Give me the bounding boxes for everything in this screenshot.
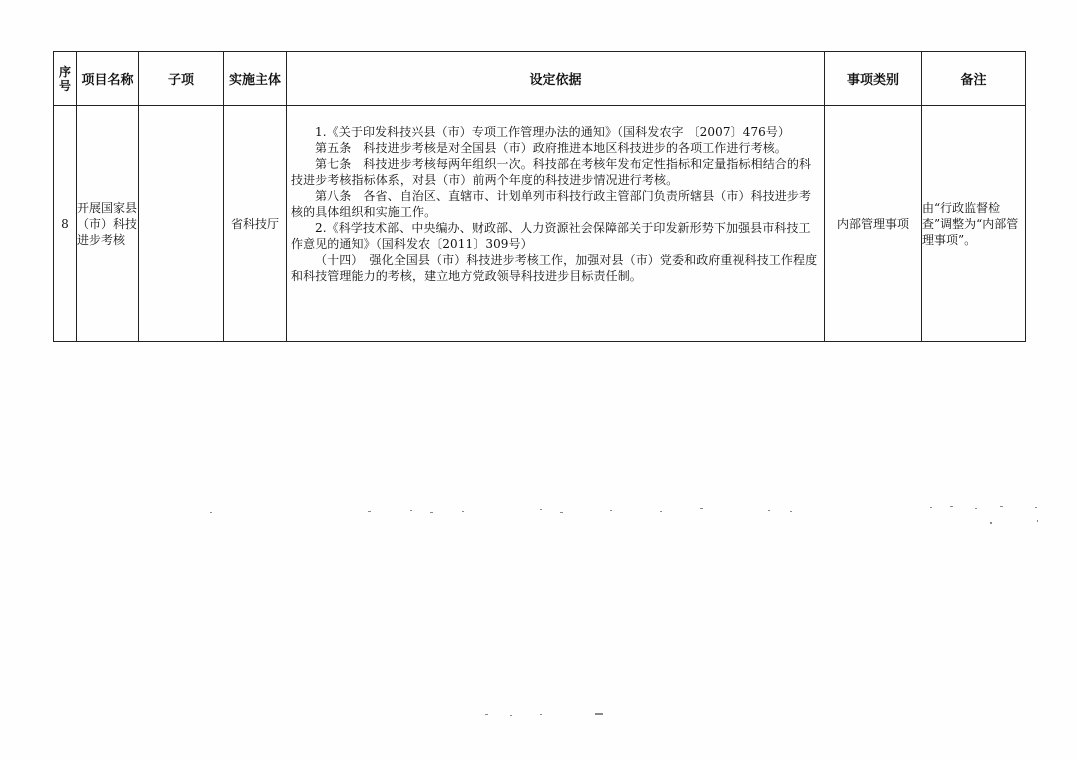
basis-para-3: 第七条 科技进步考核每两年组织一次。科技部在考核年发布定性指标和定量指标相结合的科技进步考核指标体系，对县（市）前两个年度的科技进步情况进行考核。 bbox=[291, 157, 812, 187]
basis-para-6: （十四） 强化全国县（市）科技进步考核工作，加强对县（市）党委和政府重视科技工作程度和科技管理能力的考核，建立地方党政领导科技进步目标责任制。 bbox=[291, 253, 818, 283]
basis-para-1: 1.《关于印发科技兴县（市）专项工作管理办法的通知》（国科发农字 〔2007〕476号） bbox=[315, 125, 791, 139]
header-basis: 设定依据 bbox=[287, 52, 825, 106]
cell-seq: 8 bbox=[54, 106, 77, 342]
header-remark: 备注 bbox=[922, 52, 1026, 106]
table-header-row bbox=[54, 52, 1026, 106]
cell-subject: 省科技厅 bbox=[224, 106, 287, 342]
basis-para-5: 2.《科学技术部、中央编办、财政部、人力资源社会保障部关于印发新形势下加强县市科技工作意见的通知》（国科发农〔2011〕309号） bbox=[291, 221, 811, 251]
cell-item-name: 开展国家县（市）科技进步考核 bbox=[77, 106, 139, 342]
cell-category: 内部管理事项 bbox=[825, 106, 922, 342]
cell-sub-item bbox=[139, 106, 224, 342]
matters-table bbox=[53, 51, 1026, 342]
basis-para-2: 第五条 科技进步考核是对全国县（市）政府推进本地区科技进步的各项工作进行考核。 bbox=[315, 141, 787, 155]
header-item-name: 项目名称 bbox=[77, 52, 139, 106]
cell-basis bbox=[287, 106, 825, 342]
header-category: 事项类别 bbox=[825, 52, 922, 106]
basis-para-4: 第八条 各省、自治区、直辖市、计划单列市科技行政主管部门负责所辖县（市）科技进步考核的具体组织和实施工作。 bbox=[291, 189, 812, 219]
header-subject: 实施主体 bbox=[224, 52, 287, 106]
cell-remark: 由“行政监督检查”调整为“内部管理事项”。 bbox=[922, 106, 1026, 342]
table-row bbox=[54, 106, 1026, 342]
header-seq: 序号 bbox=[54, 52, 77, 106]
header-sub-item: 子项 bbox=[139, 52, 224, 106]
